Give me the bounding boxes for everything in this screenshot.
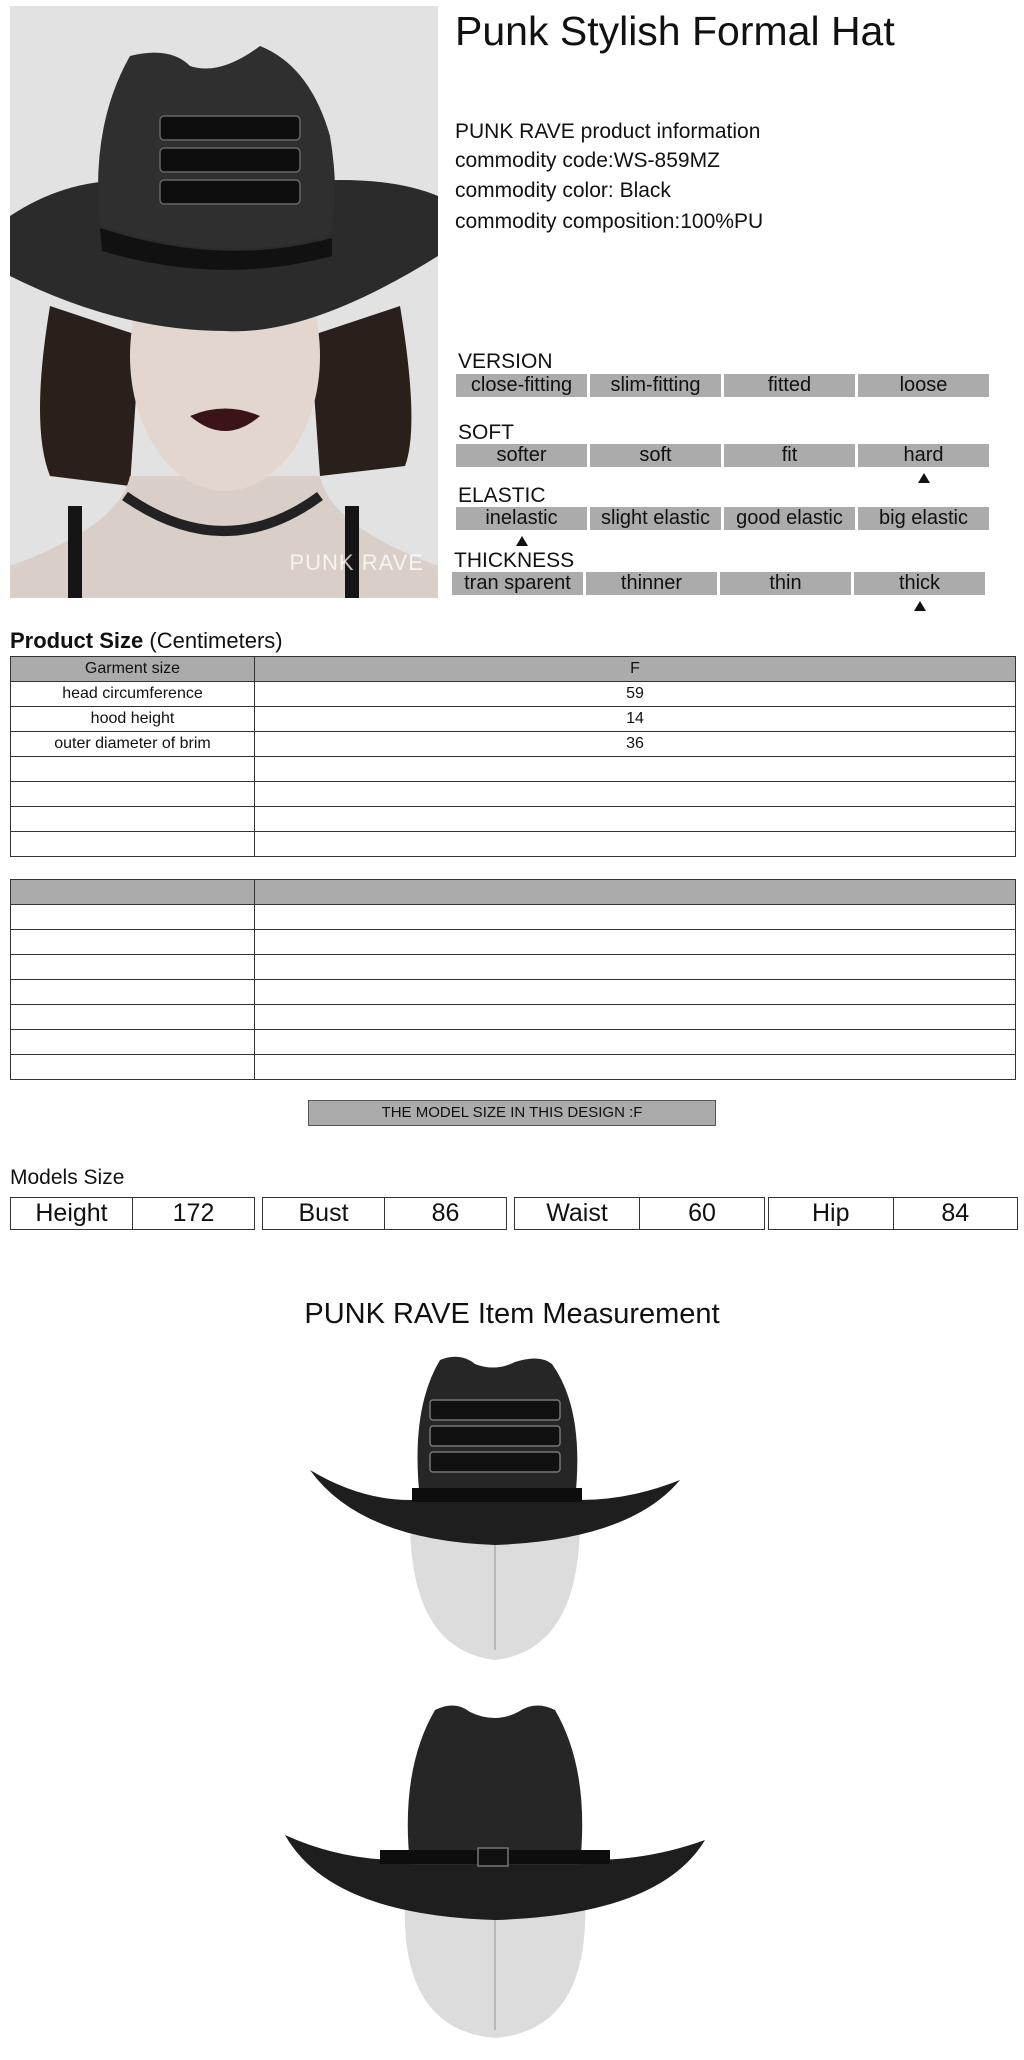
table-cell [255,930,1016,955]
model-photo [10,6,438,598]
product-size-unit: (Centimeters) [149,628,283,653]
thickness-option: thick [854,572,985,595]
table-cell [255,905,1016,930]
selected-marker-icon [516,536,528,546]
soft-scale [456,444,989,467]
selected-marker-icon [914,601,926,611]
hat-back-illustration [280,1700,710,2040]
table-row [11,782,1016,807]
thickness-option: thin [720,572,851,595]
model-hip-box [768,1197,1018,1230]
soft-option: fit [724,444,855,467]
table-row [11,980,1016,1005]
thickness-label: THICKNESS [454,549,575,572]
table-row [11,807,1016,832]
elastic-option: big elastic [858,507,989,530]
model-bust-box [262,1197,507,1230]
table-cell [255,832,1016,857]
table-cell [11,1005,255,1030]
model-waist-box [514,1197,765,1230]
model-measure-value: 60 [639,1198,764,1229]
table-cell [255,757,1016,782]
table-row [11,732,1016,757]
table-cell [11,757,255,782]
commodity-color-line [455,179,671,203]
blank-size-table [10,879,1016,1080]
table-row [11,905,1016,930]
measurement-title: PUNK RAVE Item Measurement [304,1298,720,1330]
table-cell [11,905,255,930]
version-option: slim-fitting [590,374,721,397]
hat-on-model-illustration [10,6,438,598]
hat-front-illustration [300,1350,690,1670]
commodity-color-value: Black [619,179,671,202]
table-cell [255,807,1016,832]
table-cell: hood height [11,707,255,732]
version-label: VERSION [458,350,553,373]
table-cell: outer diameter of brim [11,732,255,757]
table-cell: head circumference [11,682,255,707]
table-header-cell [11,880,255,905]
model-measure-name: Height [35,1199,108,1227]
hat-front-image [300,1350,690,1670]
elastic-option: slight elastic [590,507,721,530]
model-measure-name: Waist [546,1199,608,1227]
table-cell [11,930,255,955]
table-row [11,930,1016,955]
table-cell [255,782,1016,807]
table-row [11,1030,1016,1055]
thickness-scale [452,572,985,595]
table-header-row [11,657,1016,682]
soft-option: hard [858,444,989,467]
product-size-heading [10,628,283,654]
thickness-option: tran sparent [452,572,583,595]
table-cell [255,955,1016,980]
elastic-label: ELASTIC [458,484,546,507]
thickness-option: thinner [586,572,717,595]
table-row [11,757,1016,782]
table-header-row [11,880,1016,905]
product-size-title: Product Size [10,628,144,653]
table-cell [11,832,255,857]
table-cell [255,1055,1016,1080]
model-measure-value: 172 [132,1198,254,1229]
selected-marker-icon [918,473,930,483]
model-measure-value: 84 [893,1198,1018,1229]
version-scale [456,374,989,397]
table-cell [255,980,1016,1005]
commodity-code-label: commodity code: [455,149,614,172]
commodity-composition-line [455,210,763,234]
soft-option: softer [456,444,587,467]
table-cell [11,807,255,832]
info-heading: PUNK RAVE product information [455,120,761,143]
table-row [11,1055,1016,1080]
table-row [11,832,1016,857]
version-option: loose [858,374,989,397]
table-cell [11,1055,255,1080]
commodity-composition-label: commodity composition: [455,210,681,233]
model-measure-name: Bust [298,1199,349,1227]
table-row [11,682,1016,707]
version-option: close-fitting [456,374,587,397]
table-cell [255,1005,1016,1030]
commodity-code-line [455,149,720,173]
elastic-scale [456,507,989,530]
table-cell: 36 [255,732,1016,757]
soft-option: soft [590,444,721,467]
photo-watermark: PUNK RAVE [289,550,424,575]
table-cell [255,1030,1016,1055]
table-cell [11,782,255,807]
table-row [11,1005,1016,1030]
table-header-cell: F [255,657,1016,682]
commodity-code-value: WS-859MZ [613,149,720,172]
model-height-box [10,1197,255,1230]
table-cell [11,980,255,1005]
table-row [11,955,1016,980]
model-size-banner: THE MODEL SIZE IN THIS DESIGN :F [308,1100,716,1126]
model-measure-value: 86 [384,1198,506,1229]
elastic-option: inelastic [456,507,587,530]
hat-back-image [280,1700,710,2040]
commodity-composition-value: 100%PU [680,210,764,233]
elastic-option: good elastic [724,507,855,530]
version-option: fitted [724,374,855,397]
table-row [11,707,1016,732]
table-header-cell [255,880,1016,905]
commodity-color-label: commodity color: [455,179,614,202]
product-title: Punk Stylish Formal Hat [455,8,895,54]
table-cell [11,955,255,980]
table-header-cell: Garment size [11,657,255,682]
table-cell: 14 [255,707,1016,732]
models-size-label: Models Size [10,1166,125,1189]
table-cell [11,1030,255,1055]
model-measure-name: Hip [811,1199,850,1227]
table-cell: 59 [255,682,1016,707]
product-size-table [10,656,1016,857]
soft-label: SOFT [458,421,514,444]
